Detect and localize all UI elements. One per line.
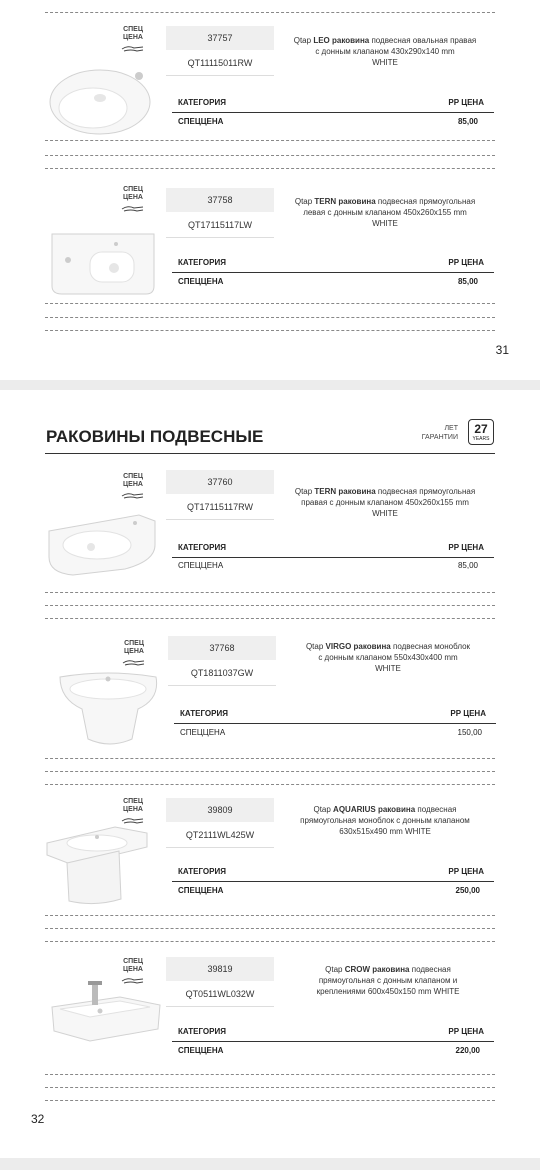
desc-line: WHITE: [372, 219, 398, 228]
category-value: СПЕЦЦЕНА: [178, 561, 224, 570]
promo-line: СПЕЦ: [123, 186, 143, 193]
dashed-divider: [45, 1100, 495, 1101]
dashed-divider: [45, 941, 495, 942]
category-header: КАТЕГОРИЯ: [178, 1027, 226, 1036]
desc-line: с донным клапаном 550х430х400 mm: [318, 653, 458, 662]
promo-line: СПЕЦ: [123, 798, 143, 805]
desc-line: подвесная овальная правая: [371, 36, 477, 45]
product-sku: QT0511WL032W: [166, 982, 274, 1007]
desc-line: правая с донным клапаном 450х260х155 mm: [301, 498, 469, 507]
title-underline: [45, 453, 495, 454]
price-value: 85,00: [457, 277, 478, 286]
page-title: РАКОВИНЫ ПОДВЕСНЫЕ: [46, 427, 264, 446]
product-code: 39819: [166, 957, 274, 981]
price-row: [172, 1040, 494, 1060]
category-value: СПЕЦЦЕНА: [178, 1046, 224, 1055]
oval-wall-sink-image: [45, 60, 155, 140]
brand: Qtap: [294, 487, 313, 496]
category-header: КАТЕГОРИЯ: [180, 709, 228, 718]
price-row: [172, 271, 494, 291]
product-name: TERN раковина: [314, 197, 376, 206]
product-name: LEO раковина: [313, 36, 370, 45]
hand-icon: [121, 203, 145, 213]
promo-line: ЦЕНА: [123, 966, 143, 973]
price-value: 250,00: [455, 886, 480, 895]
category-header: КАТЕГОРИЯ: [178, 543, 226, 552]
page-number: 32: [31, 1112, 45, 1126]
price-row: [172, 111, 494, 131]
product-name: CROW раковина: [344, 965, 410, 974]
promo-line: СПЕЦ: [123, 473, 143, 480]
desc-line: с донным клапаном 430х290х140 mm: [315, 47, 455, 56]
product-name: TERN раковина: [314, 487, 376, 496]
desc-line: подвесная прямоугольная: [377, 487, 476, 496]
price-row: [174, 722, 496, 742]
desc-line: прямоугольная с донным клапаном и: [318, 976, 458, 985]
product-description: [280, 641, 496, 674]
dashed-divider: [45, 140, 495, 141]
desc-line: креплениями 600х450х150 mm WHITE: [316, 987, 460, 996]
special-price-badge: [118, 26, 148, 53]
warranty-label: [400, 424, 458, 442]
price-table-header: [172, 92, 494, 113]
dashed-divider: [45, 12, 495, 13]
special-price-badge: [119, 640, 149, 667]
promo-line: ЦЕНА: [123, 34, 143, 41]
price-value: 85,00: [457, 117, 478, 126]
product-description: [277, 804, 493, 837]
product-description: [280, 964, 496, 997]
dashed-divider: [45, 915, 495, 916]
brand: Qtap: [294, 197, 313, 206]
brand: Qtap: [325, 965, 343, 974]
special-price-badge: [118, 798, 148, 825]
hand-icon: [122, 657, 146, 667]
price-header: РР ЦЕНА: [448, 98, 484, 107]
desc-line: прямоугольная моноблок с донным клапаном: [300, 816, 470, 825]
dashed-divider: [45, 303, 495, 304]
category-header: КАТЕГОРИЯ: [178, 258, 226, 267]
price-header: РР ЦЕНА: [450, 709, 486, 718]
rectangular-wall-sink-image: [50, 230, 158, 296]
product-code: 37758: [166, 188, 274, 212]
product-sku: QT11115011RW: [166, 51, 274, 76]
dashed-divider: [45, 771, 495, 772]
special-price-badge: [118, 186, 148, 213]
dashed-divider: [45, 1074, 495, 1075]
product-sku: QT17115117RW: [166, 495, 274, 520]
dashed-divider: [45, 928, 495, 929]
desc-line: левая с донным клапаном 450х260х155 mm: [303, 208, 467, 217]
warranty-label-line: ЛЕТ: [444, 425, 458, 432]
price-header: РР ЦЕНА: [448, 258, 484, 267]
price-table-header: [172, 1021, 494, 1042]
hand-icon: [121, 490, 145, 500]
promo-line: ЦЕНА: [123, 806, 143, 813]
category-value: СПЕЦЦЕНА: [178, 277, 224, 286]
brand: Qtap: [305, 642, 324, 651]
dashed-divider: [45, 784, 495, 785]
promo-line: ЦЕНА: [123, 194, 143, 201]
warranty-badge: [468, 419, 494, 445]
price-value: 85,00: [457, 561, 478, 570]
price-header: РР ЦЕНА: [448, 543, 484, 552]
desc-line: подвесная прямоугольная: [377, 197, 476, 206]
price-table-header: [174, 703, 496, 724]
desc-line: 630х515х490 mm WHITE: [339, 827, 431, 836]
warranty-years-label: YEARS: [472, 436, 490, 442]
desc-line: подвесная: [417, 805, 457, 814]
category-value: СПЕЦЦЕНА: [178, 117, 224, 126]
price-table-header: [172, 861, 494, 882]
price-table-header: [172, 252, 494, 273]
monoblock-sink-image: [58, 669, 160, 749]
price-value: 220,00: [455, 1046, 480, 1055]
page-number: 31: [495, 343, 509, 357]
product-name: VIRGO раковина: [325, 642, 391, 651]
promo-line: ЦЕНА: [123, 481, 143, 488]
dashed-divider: [45, 618, 495, 619]
product-code: 37757: [166, 26, 274, 50]
product-code: 37768: [168, 636, 276, 660]
rectangular-wall-sink-image: [45, 511, 159, 577]
product-code: 39809: [166, 798, 274, 822]
warranty-label-line: ГАРАНТИИ: [421, 434, 458, 441]
dashed-divider: [45, 605, 495, 606]
dashed-divider: [45, 758, 495, 759]
product-sku: QT2111WL425W: [166, 823, 274, 848]
price-row: [172, 880, 494, 900]
product-sku: QT1811037GW: [168, 661, 276, 686]
desc-line: WHITE: [372, 58, 398, 67]
price-header: РР ЦЕНА: [448, 1027, 484, 1036]
desc-line: WHITE: [375, 664, 401, 673]
dashed-divider: [45, 330, 495, 331]
category-value: СПЕЦЦЕНА: [180, 728, 226, 737]
dashed-divider: [45, 317, 495, 318]
dashed-divider: [45, 168, 495, 169]
product-code: 37760: [166, 470, 274, 494]
promo-line: СПЕЦ: [123, 26, 143, 33]
dashed-divider: [45, 592, 495, 593]
brand: Qtap: [313, 805, 331, 814]
price-value: 150,00: [457, 728, 482, 737]
product-name: AQUARIUS раковина: [333, 805, 416, 814]
product-description: [277, 35, 493, 68]
price-header: РР ЦЕНА: [448, 867, 484, 876]
special-price-badge: [118, 473, 148, 500]
brand: Qtap: [293, 36, 312, 45]
promo-line: СПЕЦ: [124, 640, 144, 647]
desc-line: WHITE: [372, 509, 398, 518]
category-value: СПЕЦЦЕНА: [178, 886, 224, 895]
promo-line: ЦЕНА: [124, 648, 144, 655]
product-description: [277, 486, 493, 519]
desc-line: подвесная: [411, 965, 451, 974]
product-description: [277, 196, 493, 229]
hand-icon: [121, 43, 145, 53]
product-sku: QT17115117LW: [166, 213, 274, 238]
pedestal-sink-image: [45, 823, 151, 907]
dashed-divider: [45, 1087, 495, 1088]
category-header: КАТЕГОРИЯ: [178, 98, 226, 107]
catalog-page-32: [0, 390, 540, 1158]
category-header: КАТЕГОРИЯ: [178, 867, 226, 876]
desc-line: подвесная моноблок: [393, 642, 471, 651]
countertop-sink-with-faucet-image: [50, 977, 162, 1047]
price-row: [172, 555, 494, 575]
warranty-years: 27: [474, 422, 488, 436]
catalog-page-31: [0, 0, 540, 380]
dashed-divider: [45, 155, 495, 156]
promo-line: СПЕЦ: [123, 958, 143, 965]
